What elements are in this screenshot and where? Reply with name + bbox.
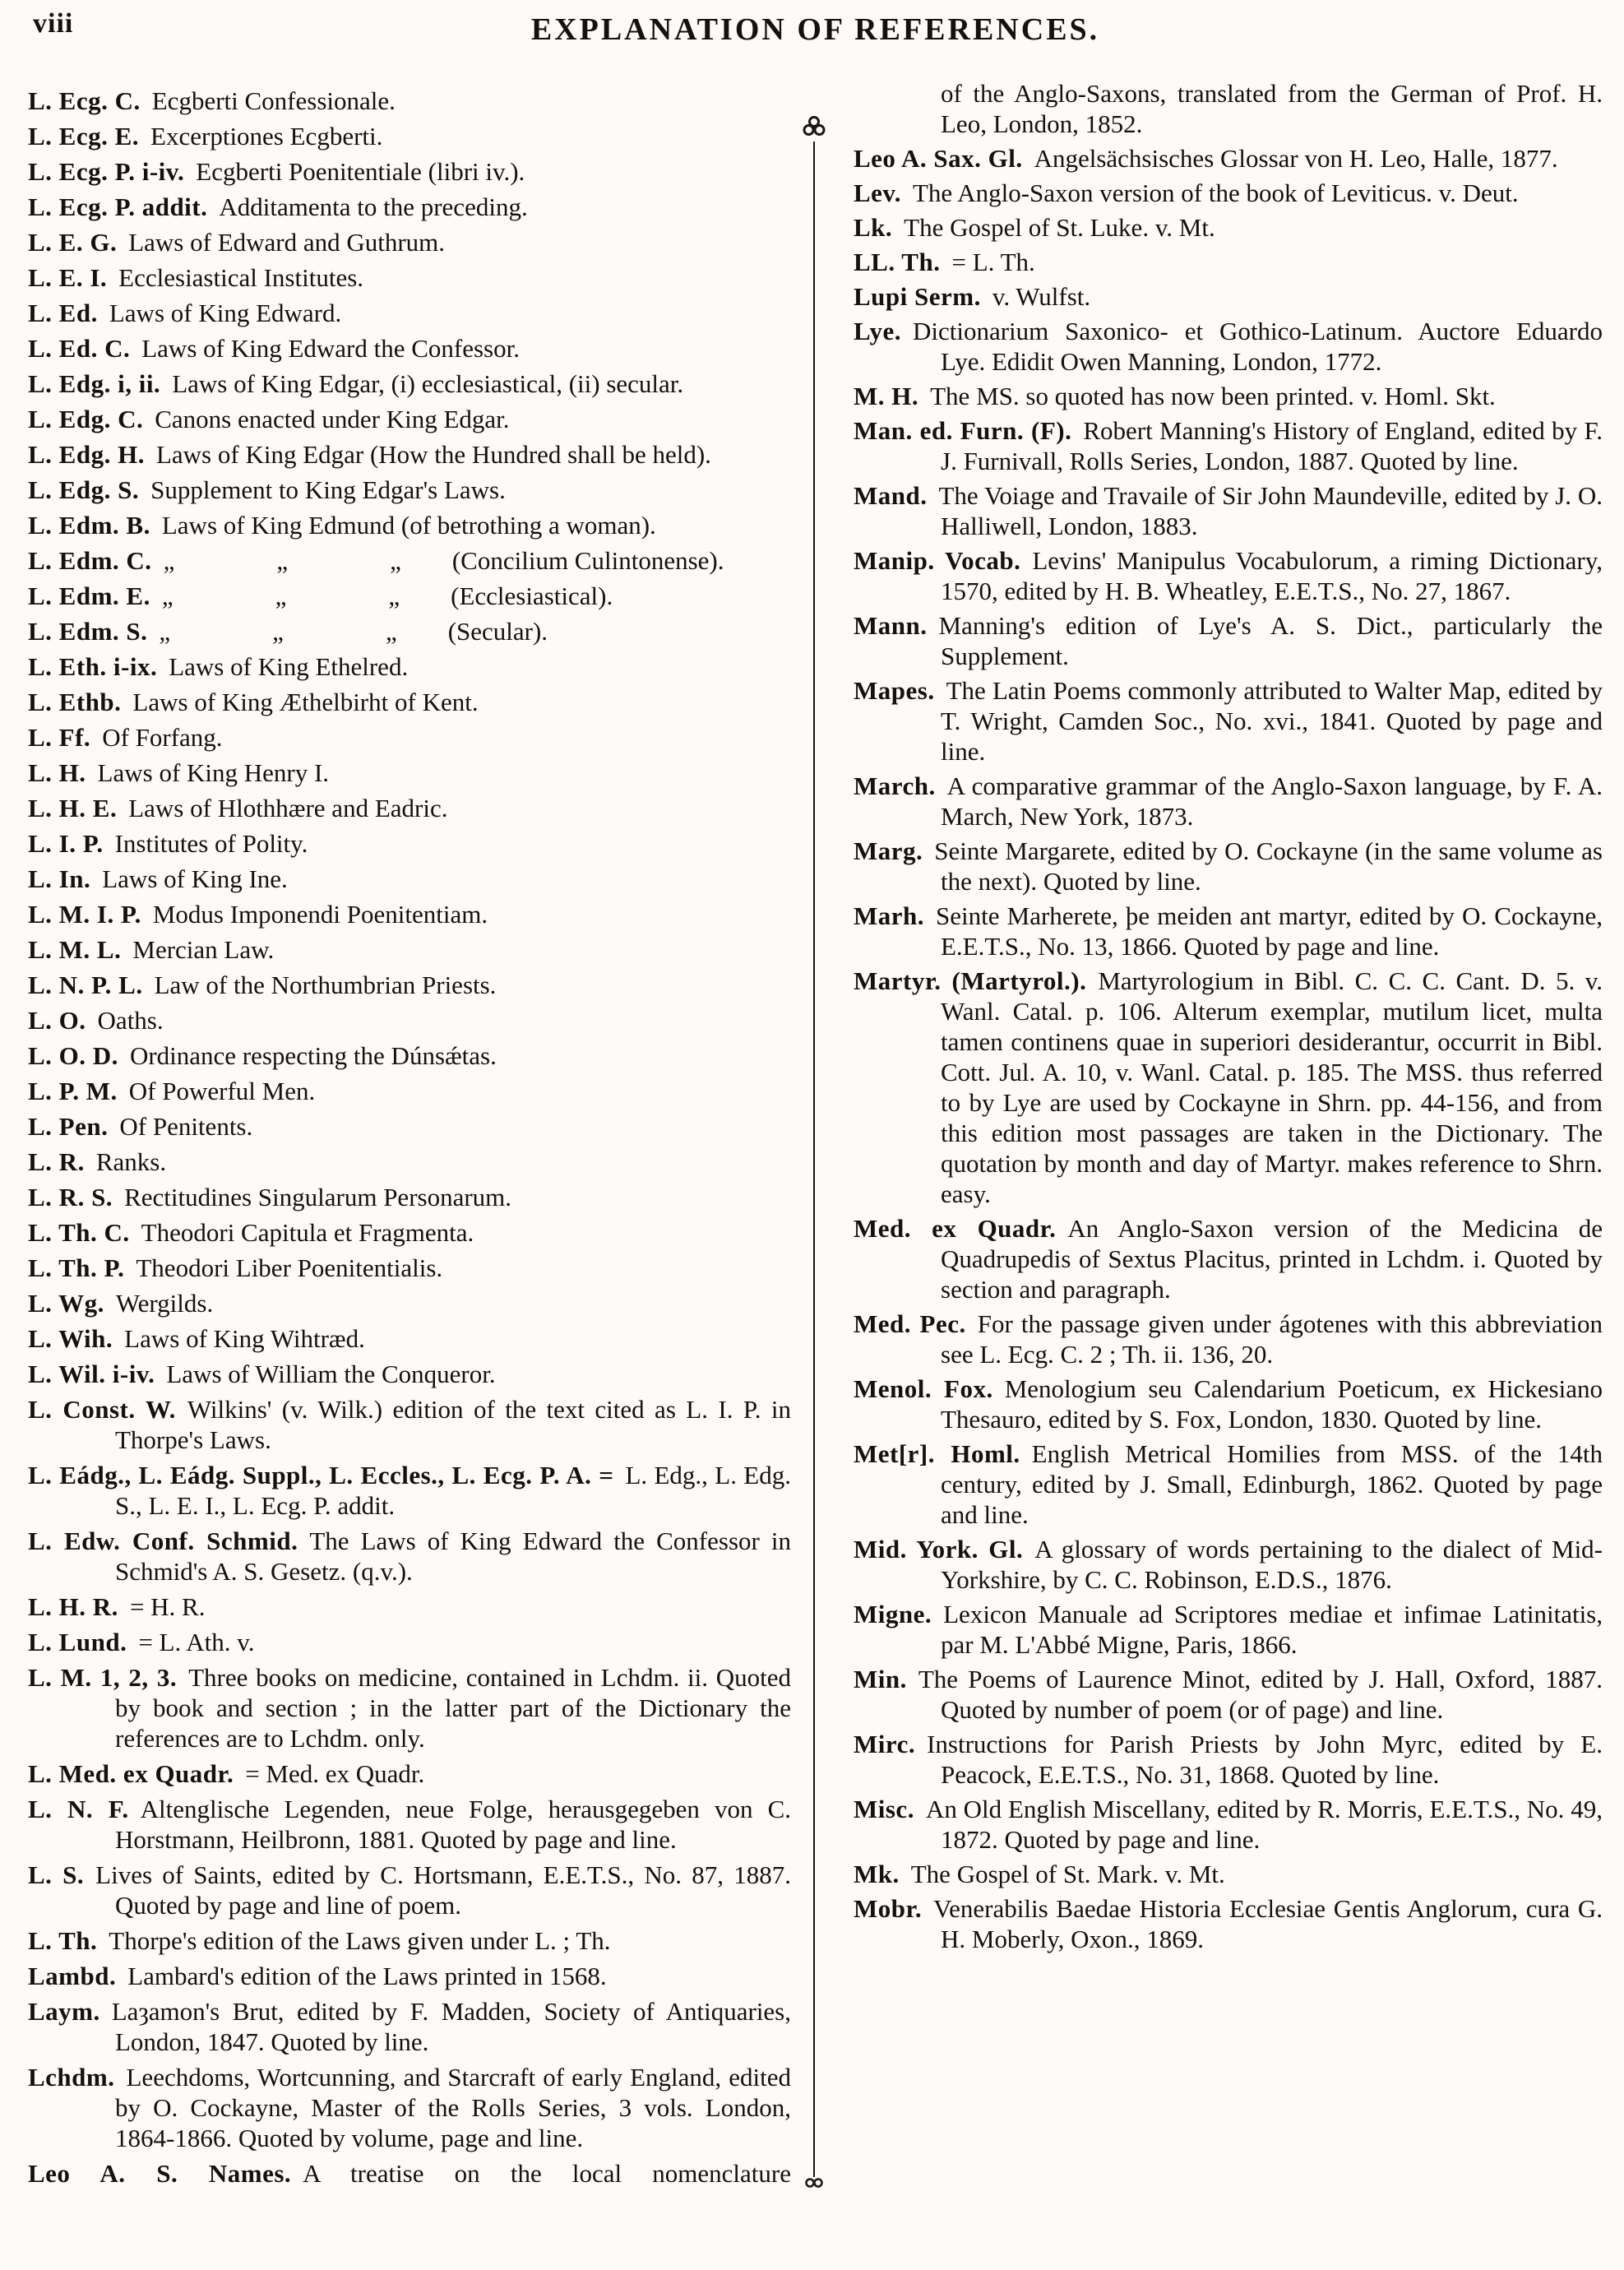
entry-abbreviation: L. Ecg. P. addit. <box>28 192 208 221</box>
reference-entry: L. Ecg. C. Ecgberti Confessionale. <box>28 86 396 115</box>
entry-abbreviation: L. Th. P. <box>28 1253 125 1282</box>
entry-abbreviation: L. E. G. <box>28 228 118 257</box>
entry-abbreviation: L. Edm. E. <box>28 581 150 610</box>
entry-abbreviation: Lev. <box>854 178 901 207</box>
reference-entry: Misc. An Old English Miscellany, edited by R. Morris, E.E.T.S., No. 49, 1872. Quoted by page and line. <box>854 1795 1603 1854</box>
reference-entry: L. Eádg., L. Eádg. Suppl., L. Eccles., L. Ecg. P. A. = L. Edg., L. Edg. S., L. E. I., L. Ecg. P. addit. <box>28 1461 791 1520</box>
entry-abbreviation: Lchdm. <box>28 2063 115 2092</box>
reference-entry: Mid. York. Gl. A glossary of words pertaining to the dialect of Mid-Yorkshire, by C. C. Robinson, E.D.S., 1876. <box>854 1535 1603 1594</box>
reference-entry: Lchdm. Leechdoms, Wortcunning, and Starcraft of early England, edited by O. Cockayne, Master of the Rolls Series, 3 vols. London, 1864-1866. Quoted by volume, page and line. <box>28 2063 791 2152</box>
reference-entry: Man. ed. Furn. (F). Robert Manning's History of England, edited by F. J. Furnivall, Rolls Series, London, 1887. Quoted by line. <box>854 416 1603 475</box>
entry-abbreviation: L. Ethb. <box>28 688 122 716</box>
reference-entry: L. H. R. = H. R. <box>28 1592 206 1621</box>
entry-abbreviation: L. Ecg. C. <box>28 86 141 115</box>
entry-abbreviation: L. Edg. S. <box>28 475 140 504</box>
entry-abbreviation: L. Ecg. P. i-iv. <box>28 157 185 186</box>
entry-abbreviation: L. S. <box>28 1860 85 1889</box>
reference-entry: L. E. G. Laws of Edward and Guthrum. <box>28 228 446 257</box>
reference-entry: Martyr. (Martyrol.). Martyrologium in Bibl. C. C. C. Cant. D. 5. v. Wanl. Catal. p. 106. Alterum exemplar, mutilum licet, multa tamen continens quae in superiori desiderantur, occurrit in Bibl. Cott. Jul. A. 10, v. Wanl. Catal. p. 185. The MSS. thus referred to by Lye are used by Cockayne in Shrn. pp. 44-156, and from this edition most passages are taken in the Dictionary. The quotation by month and day of Martyr. makes reference to Shrn. easy. <box>854 966 1603 1208</box>
reference-entry: Laym. Laȝamon's Brut, edited by F. Madden, Society of Antiquaries, London, 1847. Quoted by line. <box>28 1997 791 2056</box>
reference-entry: L. Ecg. P. i-iv. Ecgberti Poenitentiale (libri iv.). <box>28 157 525 186</box>
entry-abbreviation: Mobr. <box>854 1894 923 1923</box>
entry-abbreviation: Martyr. (Martyrol.). <box>854 966 1087 995</box>
reference-entry: L. Eth. i-ix. Laws of King Ethelred. <box>28 652 409 681</box>
entry-abbreviation: Marh. <box>854 901 925 930</box>
divider-rule <box>813 141 815 2177</box>
entry-abbreviation: Mid. York. Gl. <box>854 1535 1024 1564</box>
reference-entry: L. Ecg. E. Excerptiones Ecgberti. <box>28 122 383 151</box>
reference-entry: L. Edm. S. „ „ „ (Secular). <box>28 617 548 646</box>
entry-abbreviation: Misc. <box>854 1795 914 1823</box>
reference-entry: L. Edg. S. Supplement to King Edgar's Laws. <box>28 475 506 504</box>
reference-entry: Marh. Seinte Marherete, þe meiden ant martyr, edited by O. Cockayne, E.E.T.S., No. 13, 1866. Quoted by page and line. <box>854 901 1603 961</box>
reference-entry: L. Edm. E. „ „ „ (Ecclesiastical). <box>28 581 613 610</box>
reference-entry: Mann. Manning's edition of Lye's A. S. Dict., particularly the Supplement. <box>854 611 1603 670</box>
entry-abbreviation: L. N. F. <box>28 1795 129 1823</box>
entry-abbreviation: Laym. <box>28 1997 100 2026</box>
double-circle-ornament-icon <box>803 2177 825 2189</box>
entry-abbreviation: L. Edw. Conf. Schmid. <box>28 1526 298 1555</box>
reference-entry: L. Edm. B. Laws of King Edmund (of betrothing a woman). <box>28 511 656 540</box>
entry-abbreviation: L. Edm. S. <box>28 617 148 646</box>
reference-entry: L. Edg. i, ii. Laws of King Edgar, (i) ecclesiastical, (ii) secular. <box>28 369 684 398</box>
entry-abbreviation: Leo A. S. Names. <box>28 2159 292 2188</box>
entry-abbreviation: Mirc. <box>854 1730 916 1758</box>
entry-abbreviation: L. Ed. C. <box>28 334 131 363</box>
reference-entry: Min. The Poems of Laurence Minot, edited by J. Hall, Oxford, 1887. Quoted by number of poem (or of page) and line. <box>854 1665 1603 1724</box>
entry-abbreviation: Mk. <box>854 1860 900 1888</box>
entry-abbreviation: L. Edg. H. <box>28 440 145 469</box>
entry-abbreviation: L. Edm. C. <box>28 546 152 575</box>
entry-abbreviation: L. Med. ex Quadr. <box>28 1759 234 1788</box>
reference-entry: L. N. P. L. Law of the Northumbrian Priests. <box>28 971 497 999</box>
reference-entry: L. Ethb. Laws of King Æthelbirht of Kent. <box>28 688 479 716</box>
reference-entry: Mand. The Voiage and Travaile of Sir John Maundeville, edited by J. O. Halliwell, London, 1883. <box>854 481 1603 540</box>
entry-abbreviation: L. H. E. <box>28 794 118 822</box>
reference-entry: L. R. S. Rectitudines Singularum Personarum. <box>28 1183 512 1211</box>
reference-entry: L. H. E. Laws of Hlothhære and Eadric. <box>28 794 448 822</box>
entry-abbreviation: Med. ex Quadr. <box>854 1214 1057 1243</box>
reference-entry: L. M. I. P. Modus Imponendi Poenitentiam. <box>28 900 488 929</box>
reference-entry: L. Edg. C. Canons enacted under King Edgar. <box>28 405 510 433</box>
entry-abbreviation: March. <box>854 771 936 800</box>
reference-entry: Mirc. Instructions for Parish Priests by John Myrc, edited by E. Peacock, E.E.T.S., No. 31, 1868. Quoted by line. <box>854 1730 1603 1789</box>
reference-entry: L. I. P. Institutes of Polity. <box>28 829 308 858</box>
reference-entry: M. H. The MS. so quoted has now been printed. v. Homl. Skt. <box>854 382 1496 410</box>
reference-entry: L. R. Ranks. <box>28 1147 167 1176</box>
reference-entry: L. P. M. Of Powerful Men. <box>28 1077 316 1105</box>
reference-entry: Menol. Fox. Menologium seu Calendarium Poeticum, ex Hickesiano Thesauro, edited by S. Fox, London, 1830. Quoted by line. <box>854 1374 1603 1434</box>
entry-abbreviation: L. E. I. <box>28 263 108 292</box>
reference-entry: Lambd. Lambard's edition of the Laws printed in 1568. <box>28 1962 607 1990</box>
page-header <box>28 5 1603 72</box>
left-column <box>28 72 799 2189</box>
entry-abbreviation: L. M. 1, 2, 3. <box>28 1663 178 1692</box>
reference-entry: Migne. Lexicon Manuale ad Scriptores mediae et infimae Latinitatis, par M. L'Abbé Migne, Paris, 1866. <box>854 1600 1603 1659</box>
reference-entry: L. O. Oaths. <box>28 1006 164 1035</box>
reference-entry: Med. Pec. For the passage given under ágotenes with this abbreviation see L. Ecg. C. 2 ; Th. ii. 136, 20. <box>854 1309 1603 1369</box>
reference-entry: Lev. The Anglo-Saxon version of the book of Leviticus. v. Deut. <box>854 178 1519 207</box>
reference-entry: L. N. F. Altenglische Legenden, neue Folge, herausgegeben von C. Horstmann, Heilbronn, 1881. Quoted by page and line. <box>28 1795 792 1854</box>
trefoil-ornament-icon <box>801 115 827 141</box>
right-column <box>829 72 1603 2189</box>
reference-entry: Lk. The Gospel of St. Luke. v. Mt. <box>854 213 1215 242</box>
entry-abbreviation: L. Wg. <box>28 1289 104 1318</box>
entry-abbreviation: Met[r]. Homl. <box>854 1439 1020 1468</box>
reference-entry: L. Edw. Conf. Schmid. The Laws of King Edward the Confessor in Schmid's A. S. Gesetz. (q.v.). <box>28 1526 791 1586</box>
entry-abbreviation: L. H. R. <box>28 1592 118 1621</box>
entry-abbreviation: L. P. M. <box>28 1077 118 1105</box>
entry-abbreviation: L. Edg. C. <box>28 405 144 433</box>
reference-entry: Marg. Seinte Margarete, edited by O. Cockayne (in the same volume as the next). Quoted by line. <box>854 836 1603 896</box>
entry-abbreviation: L. Ed. <box>28 299 98 327</box>
entry-abbreviation: M. H. <box>854 382 919 410</box>
reference-entry: L. Wih. Laws of King Wihtræd. <box>28 1324 365 1353</box>
reference-entry: March. A comparative grammar of the Anglo-Saxon language, by F. A. March, New York, 1873. <box>854 771 1603 831</box>
reference-entry: L. Ed. Laws of King Edward. <box>28 299 342 327</box>
entry-abbreviation: L. H. <box>28 758 86 787</box>
entry-abbreviation: L. M. L. <box>28 935 122 964</box>
entry-abbreviation: Lupi Serm. <box>854 282 981 311</box>
entry-abbreviation: L. Ff. <box>28 723 91 752</box>
reference-entry: L. Const. W. Wilkins' (v. Wilk.) edition of the text cited as L. I. P. in Thorpe's Laws. <box>28 1395 791 1454</box>
reference-entry: L. H. Laws of King Henry I. <box>28 758 330 787</box>
entry-abbreviation: Marg. <box>854 836 923 865</box>
reference-entry: L. Th. Thorpe's edition of the Laws given under L. ; Th. <box>28 1926 611 1955</box>
entry-abbreviation: L. Th. C. <box>28 1218 130 1247</box>
entry-abbreviation: L. Wih. <box>28 1324 113 1353</box>
reference-entry: L. E. I. Ecclesiastical Institutes. <box>28 263 364 292</box>
reference-entry: Manip. Vocab. Levins' Manipulus Vocabulorum, a riming Dictionary, 1570, edited by H. B. Wheatley, E.E.T.S., No. 27, 1867. <box>854 546 1603 605</box>
entry-abbreviation: L. Ecg. E. <box>28 122 140 151</box>
reference-entry: L. In. Laws of King Ine. <box>28 864 288 893</box>
entry-abbreviation: Migne. <box>854 1600 932 1628</box>
entry-abbreviation: LL. Th. <box>854 248 941 276</box>
entry-abbreviation: L. O. <box>28 1006 86 1035</box>
reference-entry: LL. Th. = L. Th. <box>854 248 1035 276</box>
reference-entry: of the Anglo-Saxons, translated from the German of Prof. H. Leo, London, 1852. <box>941 79 1603 138</box>
entry-abbreviation: L. Th. <box>28 1926 98 1955</box>
reference-entry: L. M. L. Mercian Law. <box>28 935 275 964</box>
reference-entry: L. Lund. = L. Ath. v. <box>28 1628 255 1656</box>
entry-abbreviation: L. R. <box>28 1147 85 1176</box>
entry-abbreviation: Leo A. Sax. Gl. <box>854 144 1023 173</box>
reference-entry: L. Th. C. Theodori Capitula et Fragmenta. <box>28 1218 474 1247</box>
entry-abbreviation: L. Const. W. <box>28 1395 176 1424</box>
entry-abbreviation: L. Edg. i, ii. <box>28 369 161 398</box>
reference-entry: Lupi Serm. v. Wulfst. <box>854 282 1091 311</box>
entry-abbreviation: L. Wil. i-iv. <box>28 1360 155 1388</box>
reference-entry: L. Wil. i-iv. Laws of William the Conqueror. <box>28 1360 496 1388</box>
reference-entry: L. Med. ex Quadr. = Med. ex Quadr. <box>28 1759 425 1788</box>
reference-entry: Med. ex Quadr. An Anglo-Saxon version of the Medicina de Quadrupedis of Sextus Placitus, printed in Lchdm. i. Quoted by section and paragraph. <box>854 1214 1603 1304</box>
entry-abbreviation: Mann. <box>854 611 928 640</box>
entry-abbreviation: Mapes. <box>854 676 935 705</box>
column-divider <box>799 72 829 2189</box>
reference-entry: L. Pen. Of Penitents. <box>28 1112 253 1141</box>
entry-abbreviation: Manip. Vocab. <box>854 546 1021 575</box>
reference-entry: Mk. The Gospel of St. Mark. v. Mt. <box>854 1860 1225 1888</box>
reference-entry: Leo A. S. Names. A treatise on the local nomenclature <box>28 2159 792 2188</box>
entry-abbreviation: L. N. P. L. <box>28 971 143 999</box>
entry-abbreviation: Lambd. <box>28 1962 117 1990</box>
reference-entry: L. O. D. Ordinance respecting the Dúnsǽtas. <box>28 1041 497 1070</box>
reference-entry: Mapes. The Latin Poems commonly attributed to Walter Map, edited by T. Wright, Camden Soc., No. xvi., 1841. Quoted by page and line. <box>854 676 1603 766</box>
reference-entry: L. Ff. Of Forfang. <box>28 723 223 752</box>
reference-entry: Leo A. Sax. Gl. Angelsächsisches Glossar von H. Leo, Halle, 1877. <box>854 144 1558 173</box>
entry-abbreviation: Menol. Fox. <box>854 1374 993 1403</box>
entry-abbreviation: Mand. <box>854 481 928 510</box>
entry-abbreviation: Lk. <box>854 213 893 242</box>
two-column-layout <box>28 72 1603 2189</box>
entry-abbreviation: L. O. D. <box>28 1041 118 1070</box>
entry-abbreviation: L. M. I. P. <box>28 900 141 929</box>
reference-entry: Met[r]. Homl. English Metrical Homilies from MSS. of the 14th century, edited by J. Small, Edinburgh, 1862. Quoted by page and line. <box>854 1439 1603 1529</box>
entry-abbreviation: L. Eádg., L. Eádg. Suppl., L. Eccles., L. Ecg. P. A. = <box>28 1461 614 1489</box>
reference-entry: L. Edm. C. „ „ „ (Concilium Culintonense). <box>28 546 724 575</box>
reference-entry: L. Edg. H. Laws of King Edgar (How the Hundred shall be held). <box>28 440 711 469</box>
page-number: viii <box>33 8 74 39</box>
reference-entry: Lye. Dictionarium Saxonico- et Gothico-Latinum. Auctore Eduardo Lye. Edidit Owen Manning, London, 1772. <box>854 317 1603 376</box>
entry-abbreviation: Lye. <box>854 317 901 345</box>
entry-abbreviation: L. Edm. B. <box>28 511 150 540</box>
reference-entry: Mobr. Venerabilis Baedae Historia Ecclesiae Gentis Anglorum, cura G. H. Moberly, Oxon., 1869. <box>854 1894 1603 1953</box>
reference-entry: L. Ecg. P. addit. Additamenta to the preceding. <box>28 192 528 221</box>
reference-entry: L. Th. P. Theodori Liber Poenitentialis. <box>28 1253 443 1282</box>
entry-abbreviation: L. Lund. <box>28 1628 127 1656</box>
entry-abbreviation: L. Pen. <box>28 1112 109 1141</box>
entry-abbreviation: Min. <box>854 1665 907 1693</box>
page-title: EXPLANATION OF REFERENCES. <box>530 12 1100 47</box>
entry-abbreviation: L. I. P. <box>28 829 104 858</box>
reference-entry: L. Ed. C. Laws of King Edward the Confessor. <box>28 334 520 363</box>
entry-abbreviation: L. In. <box>28 864 91 893</box>
entry-abbreviation: L. Eth. i-ix. <box>28 652 158 681</box>
entry-abbreviation: Man. ed. Furn. (F). <box>854 416 1072 445</box>
entry-abbreviation: Med. Pec. <box>854 1309 966 1338</box>
reference-entry: L. M. 1, 2, 3. Three books on medicine, contained in Lchdm. ii. Quoted by book and section ; in the latter part of the Dictionary the references are to Lchdm. only. <box>28 1663 792 1753</box>
reference-entry: L. Wg. Wergilds. <box>28 1289 214 1318</box>
reference-entry: L. S. Lives of Saints, edited by C. Hortsmann, E.E.T.S., No. 87, 1887. Quoted by page and line of poem. <box>28 1860 791 1920</box>
entry-abbreviation: L. R. S. <box>28 1183 113 1211</box>
